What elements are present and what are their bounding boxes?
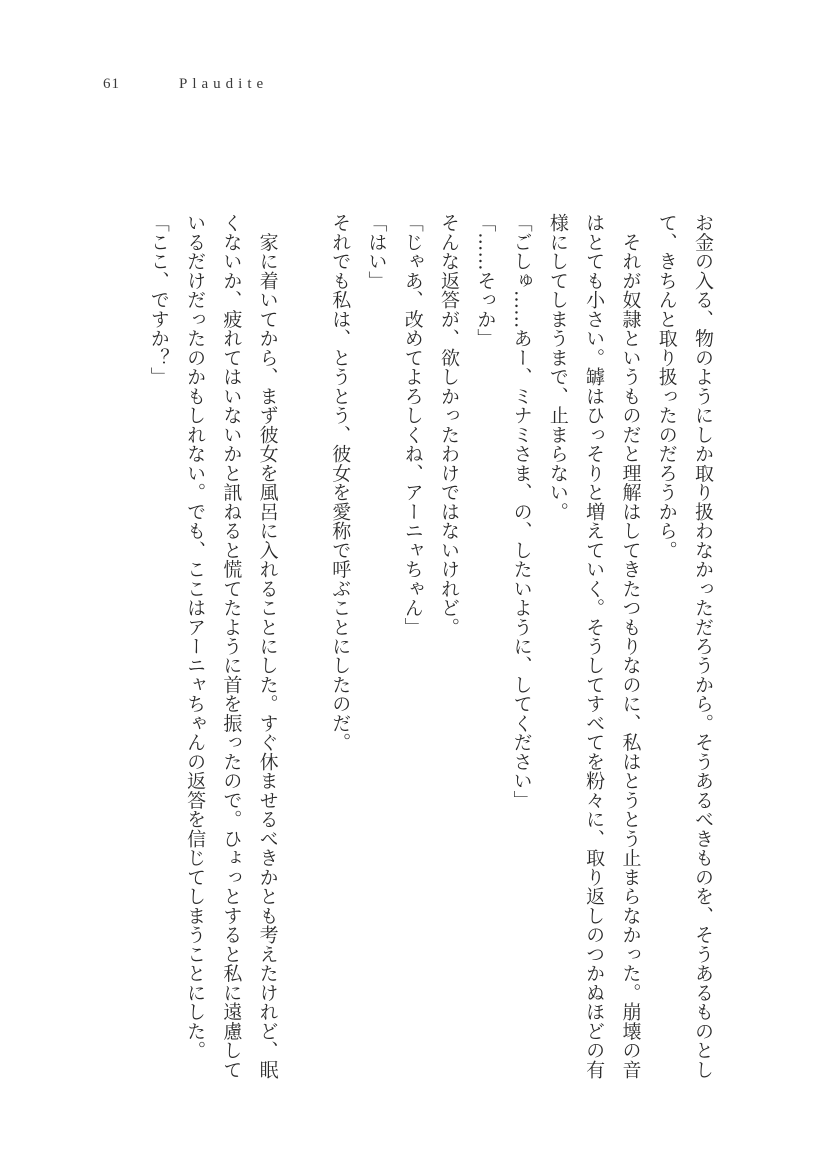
paragraph: それでも私は、とうとう、彼女を愛称で呼ぶことにしたのだ。 [329,213,352,752]
paragraph: 家に着いてから、まず彼女を風呂に入れることにした。すぐ休ませるべきかとも考えたけれど、眠くないか、疲れてはいないかと訊ねると慌てたように首を振ったので。ひょっとすると私に遠慮しているだけだったのかもしれない。でも、ここはアーニャちゃんの返答を信じてしまうことにした。 [184,213,279,1079]
blank-line [286,213,322,1093]
dialogue-line: 「ごしゅ……あー、ミナミさま、の、したいように、してください」 [510,213,533,810]
page-number: 61 [103,76,120,92]
dialogue-line: 「じゃあ、改めてよろしくね、アーニャちゃん」 [401,213,424,637]
vertical-body-text [101,213,721,1093]
dialogue-line: 「ここ、ですか？」 [147,213,170,387]
paragraph: それが奴隷というものだと理解はしてきたつもりなのに、私はとうとう止まらなかった。崩壊の音はとても小さい。罅はひっそりと増えていく。そうしてすべてを粉々に、取り返しのつかぬほどの有様にしてしまうまで、止まらない。 [546,213,642,1079]
dialogue-line: 「はい」 [365,213,388,290]
paragraph: お金の入る、物のようにしか取り扱わなかっただろうから。そうあるべきものを、そうあるものとして、きちんと取り扱ったのだろうから。 [655,213,714,1079]
paragraph: そんな返答が、欲しかったわけではないけれど。 [438,213,461,637]
dialogue-line: 「……そっか」 [474,213,497,348]
running-title: Plaudite [179,76,269,92]
